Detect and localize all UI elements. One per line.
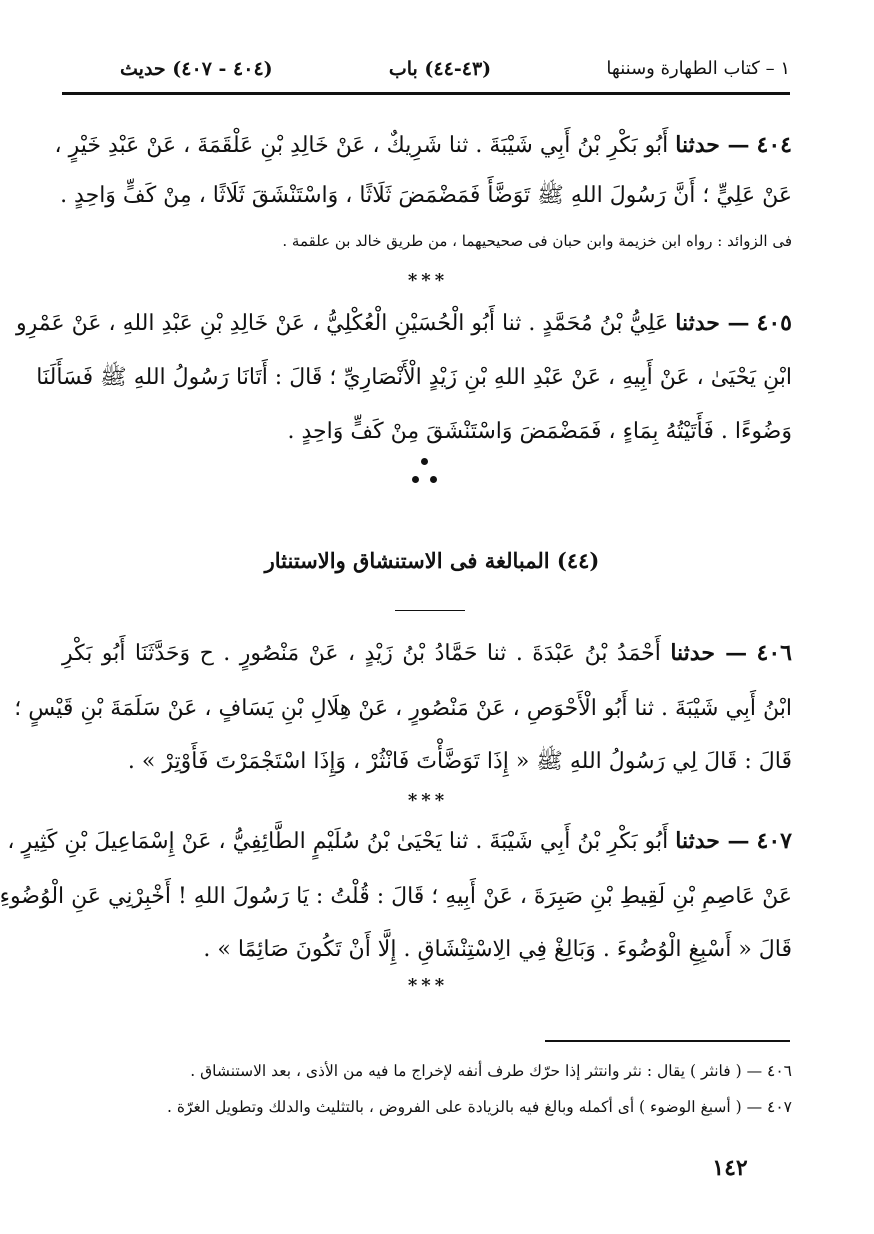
- hadith-406-line-2: ابْنُ أَبِي شَيْبَةَ . ثنا أَبُو الْأَحْوَصِ ، عَنْ مَنْصُورٍ ، عَنْ هِلَالِ بْنِ يَسَافٍ ، عَنْ سَلَمَةَ بْنِ قَيْسٍ ؛: [14, 696, 792, 721]
- header-book-title: ١ – كتاب الطهارة وسننها: [606, 58, 790, 79]
- hadith-lead: — حدثنا: [675, 828, 750, 854]
- hadith-lead: — حدثنا: [675, 132, 750, 158]
- hadith-405-line-2: ابْنِ يَحْيَىٰ ، عَنْ أَبِيهِ ، عَنْ عَبْدِ اللهِ بْنِ زَيْدٍ الْأَنْصَارِيِّ ؛ قَالَ : أَتَانَا رَسُولُ اللهِ ﷺ فَسَأَلَنَا: [36, 365, 792, 390]
- hadith-406-line-3: قَالَ : قَالَ لِي رَسُولُ اللهِ ﷺ « إِذَا تَوَضَّأْتَ فَانْثُرْ ، وَإِذَا اسْتَجْمَرْتَ فَأَوْتِرْ » .: [127, 749, 792, 774]
- hadith-text: أَحْمَدُ بْنُ عَبْدَةَ . ثنا حَمَّادُ بْنُ زَيْدٍ ، عَنْ مَنْصُورٍ . ح وَحَدَّثَنَا أَبُو بَكْرِ: [62, 641, 661, 666]
- chapter-title: (٤٤) المبالغة فى الاستنشاق والاستنثار: [264, 548, 600, 573]
- header-divider: [62, 92, 790, 95]
- section-separator-stars: ***: [407, 790, 449, 811]
- hadith-406-line-1: [62, 640, 792, 668]
- footnote-divider: [545, 1040, 790, 1042]
- zawaid-note: فى الزوائد : رواه ابن خزيمة وابن حبان فى صحيحيهما ، من طريق خالد بن علقمة .: [282, 232, 792, 250]
- hadith-lead: — حدثنا: [675, 310, 750, 336]
- hadith-number: ٤٠٧: [756, 828, 792, 854]
- footnote-406: ٤٠٦ — ( فانثر ) يقال : نثر وانتثر إذا حرّك طرف أنفه لإخراج ما فيه من الأذى ، بعد الاستنشاق .: [190, 1062, 792, 1080]
- page-number: ١٤٢: [712, 1155, 748, 1181]
- hadith-405-line-1: [16, 310, 792, 338]
- header-hadith-range: (٤٠٤ - ٤٠٧) حديث: [120, 58, 273, 80]
- hadith-number: ٤٠٥: [756, 310, 792, 336]
- section-separator-stars: ***: [407, 270, 449, 291]
- hadith-text: أَبُو بَكْرِ بْنُ أَبِي شَيْبَةَ . ثنا يَحْيَىٰ بْنُ سُلَيْمٍ الطَّائِفِيُّ ، عَنْ إِسْمَاعِيلَ بْنِ كَثِيرٍ ،: [7, 829, 669, 854]
- section-separator-stars: ***: [407, 975, 449, 996]
- hadith-lead: — حدثنا: [670, 640, 748, 666]
- chapter-divider: [395, 610, 465, 611]
- hadith-404-line-2: عَنْ عَلِيٍّ ؛ أَنَّ رَسُولَ اللهِ ﷺ تَوَضَّأَ فَمَضْمَضَ ثَلَاثًا ، وَاسْتَنْشَقَ ثَلَاثًا ، مِنْ كَفٍّ وَاحِدٍ .: [60, 183, 792, 208]
- hadith-text: عَلِيُّ بْنُ مُحَمَّدٍ . ثنا أَبُو الْحُسَيْنِ الْعُكْلِيُّ ، عَنْ خَالِدِ بْنِ عَبْدِ اللهِ ، عَنْ عَمْرِو: [16, 311, 669, 336]
- hadith-407-line-2: عَنْ عَاصِمِ بْنِ لَقِيطِ بْنِ صَبِرَةَ ، عَنْ أَبِيهِ ؛ قَالَ : قُلْتُ : يَا رَسُولَ اللهِ ! أَخْبِرْنِي عَنِ الْوُضُوءِ: [0, 884, 792, 909]
- end-ornament-dots: [410, 456, 440, 492]
- hadith-number: ٤٠٤: [756, 132, 792, 158]
- hadith-405-line-3: وَضُوءًا . فَأَتَيْتُهُ بِمَاءٍ ، فَمَضْمَضَ وَاسْتَنْشَقَ مِنْ كَفٍّ وَاحِدٍ .: [287, 419, 792, 444]
- hadith-text: أَبُو بَكْرِ بْنُ أَبِي شَيْبَةَ . ثنا شَرِيكٌ ، عَنْ خَالِدِ بْنِ عَلْقَمَةَ ، عَنْ عَبْدِ خَيْرٍ ،: [54, 133, 669, 158]
- hadith-404-line-1: [54, 132, 792, 160]
- header-bab-range: (٤٣-٤٤) باب: [388, 58, 492, 80]
- hadith-number: ٤٠٦: [756, 640, 792, 666]
- footnote-407: ٤٠٧ — ( أسبغ الوضوء ) أى أكمله وبالغ فيه بالزيادة على الفروض ، بالتثليث والدلك وتطويل الغرّة .: [167, 1098, 792, 1116]
- hadith-407-line-3: قَالَ « أَسْبِغِ الْوُضُوءَ . وَبَالِغْ فِي الِاسْتِنْشَاقِ . إِلَّا أَنْ تَكُونَ صَائِمًا » .: [203, 937, 792, 962]
- hadith-407-line-1: [7, 828, 792, 856]
